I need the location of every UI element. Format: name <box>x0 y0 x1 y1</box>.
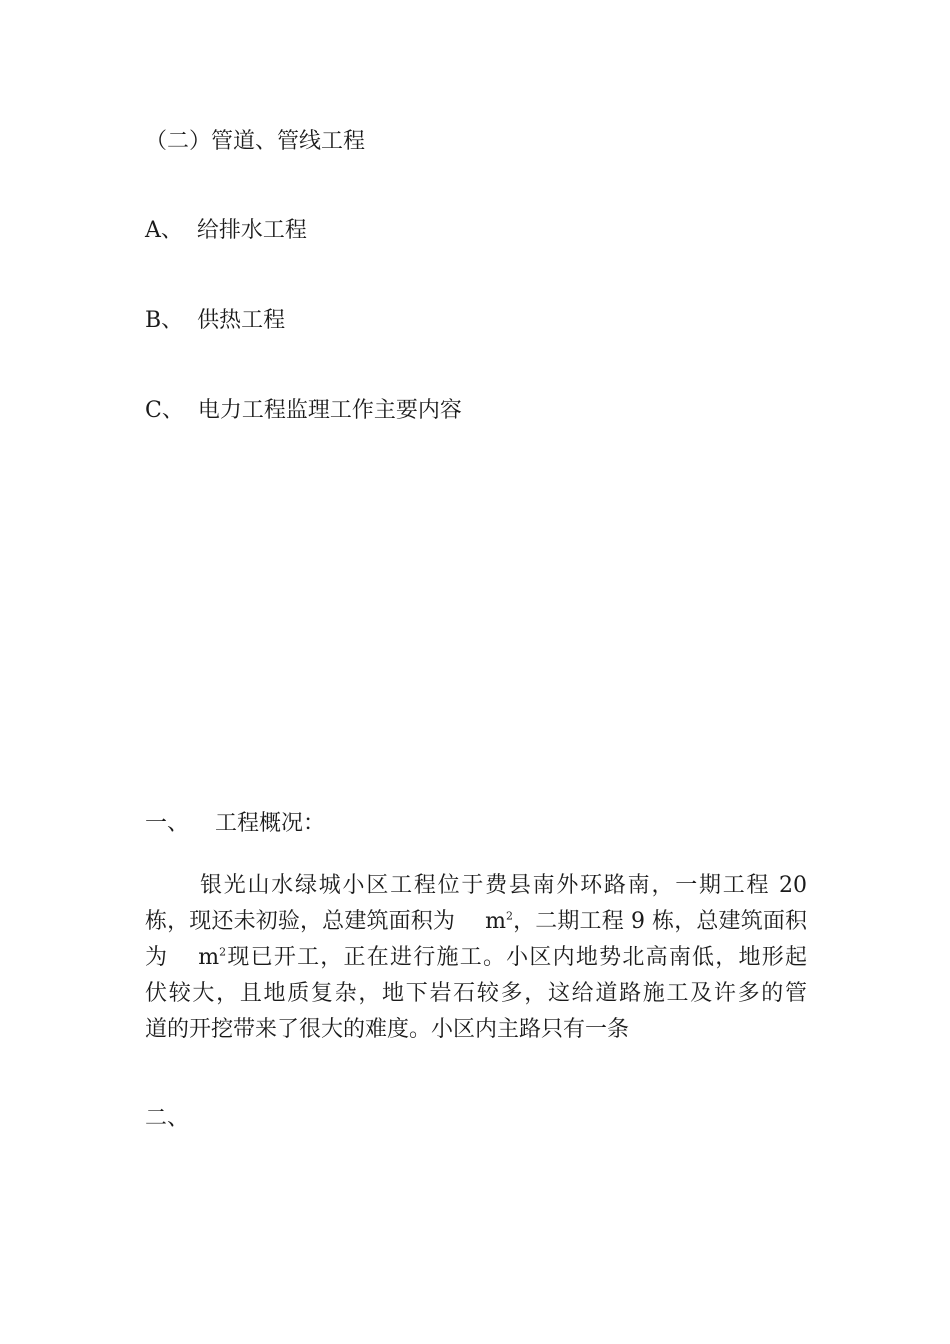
section-title-pipelines: （二）管道、管线工程 <box>145 129 366 154</box>
list-marker: A、 <box>145 218 183 243</box>
paragraph-line: 伏较大，且地质复杂，地下岩石较多，这给道路施工及许多的管 <box>145 981 807 1006</box>
paragraph-line: 道的开挖带来了很大的难度。小区内主路只有一条 <box>145 1017 630 1042</box>
heading-section-two: 二、 <box>145 1106 190 1131</box>
heading-marker: 一、 <box>145 811 190 836</box>
list-item-label: 供热工程 <box>197 308 286 333</box>
list-marker: B、 <box>145 308 184 333</box>
list-item-label: 电力工程监理工作主要内容 <box>197 398 462 423</box>
list-item-label: 给排水工程 <box>196 218 307 243</box>
heading-text: 工程概况： <box>215 811 326 836</box>
list-item-electrical <box>145 396 462 426</box>
list-item-water-supply <box>145 216 307 246</box>
list-item-heating <box>145 306 285 336</box>
paragraph-line: 为 $m^2$现已开工，正在进行施工。小区内地势北高南低，地形起 <box>145 945 807 970</box>
paragraph-line: 栋，现还未初验，总建筑面积为 $m^2$，二期工程 9 栋，总建筑面积 <box>145 909 808 934</box>
list-marker: C、 <box>145 398 184 423</box>
overview-paragraph <box>145 868 807 1048</box>
heading-project-overview <box>145 809 325 839</box>
paragraph-line: 银光山水绿城小区工程位于费县南外环路南，一期工程 20 <box>200 873 807 898</box>
